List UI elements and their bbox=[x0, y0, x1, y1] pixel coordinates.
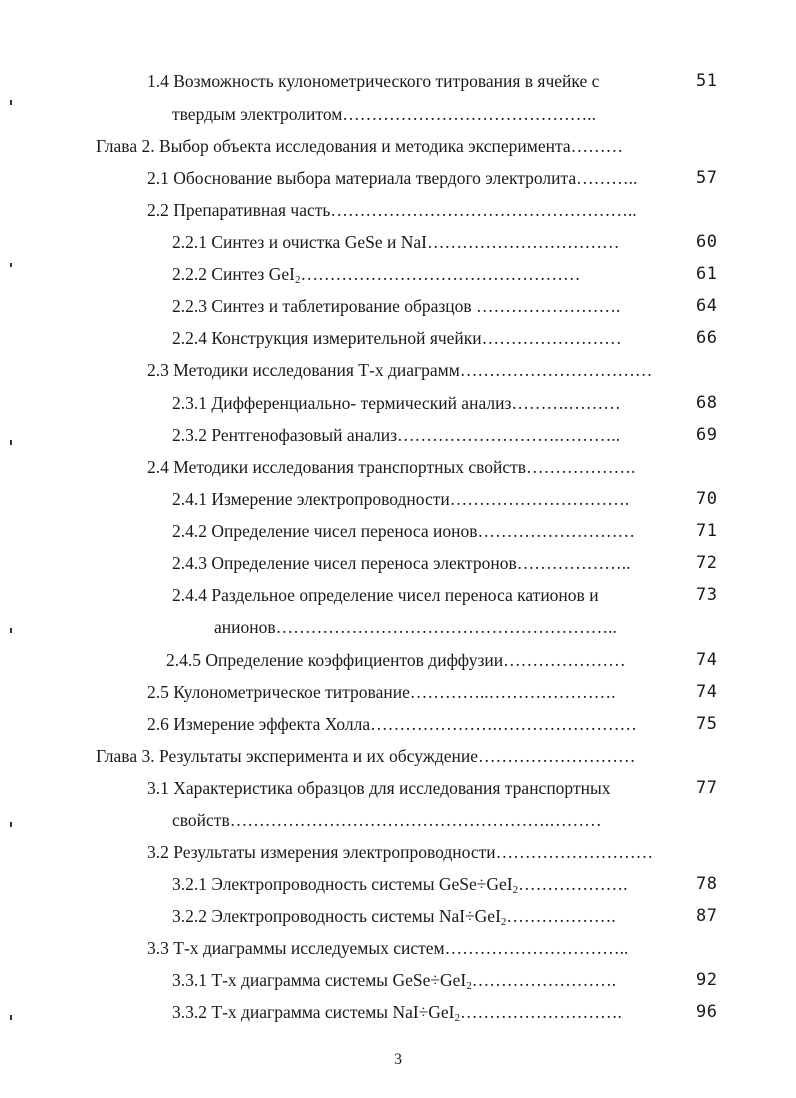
toc-line: 2.3 Методики исследования Т-х диаграмм…………………………… bbox=[147, 360, 653, 380]
scan-mark bbox=[10, 628, 12, 633]
toc-page: 51 bbox=[696, 71, 718, 91]
toc-chapter: Глава 3. Результаты эксперимента и их обсуждение……………………… bbox=[96, 746, 636, 766]
toc-dots: ………………………………………… bbox=[300, 264, 581, 284]
toc-dots: ……………………. bbox=[471, 970, 617, 990]
toc-text: 3.3.2 Т-х диаграмма системы NaI÷GeI bbox=[172, 1002, 455, 1022]
toc-page: 68 bbox=[696, 393, 718, 413]
toc-text: 2.2.2 Синтез GeI bbox=[172, 264, 295, 284]
toc-line: 2.4.3 Определение чисел переноса электронов……………….. bbox=[172, 553, 631, 573]
toc-line: 2.4 Методики исследования транспортных свойств………………. bbox=[147, 457, 636, 477]
toc-subscript: 2 bbox=[500, 916, 507, 928]
toc-page: 71 bbox=[696, 521, 718, 541]
toc-line: 2.2.3 Синтез и таблетирование образцов ……………………. bbox=[172, 296, 621, 316]
toc-line: 2.4.5 Определение коэффициентов диффузии………………… bbox=[166, 650, 626, 670]
toc-page: 87 bbox=[696, 906, 718, 926]
toc-page: 78 bbox=[696, 874, 718, 894]
toc-subscript: 2 bbox=[454, 1012, 461, 1024]
toc-page: 75 bbox=[696, 714, 718, 734]
scan-mark bbox=[10, 100, 12, 105]
toc-line bbox=[172, 1001, 622, 1023]
toc-line: 2.2 Препаративная часть…………………………………………….. bbox=[147, 200, 637, 220]
scan-mark bbox=[10, 822, 12, 827]
toc-page: 77 bbox=[696, 778, 718, 798]
toc-subscript: 2 bbox=[294, 274, 301, 286]
toc-page: 64 bbox=[696, 296, 718, 316]
toc-line: 2.4.4 Раздельное определение чисел переноса катионов и bbox=[172, 585, 599, 605]
scan-mark bbox=[10, 1015, 12, 1020]
toc-text: 3.3.1 Т-х диаграмма системы GeSe÷GeI bbox=[172, 970, 467, 990]
scan-mark bbox=[10, 263, 12, 267]
toc-subscript: 2 bbox=[512, 884, 519, 896]
toc-page: 74 bbox=[696, 682, 718, 702]
toc-text: 3.2.2 Электропроводность системы NaI÷GeI bbox=[172, 906, 501, 926]
toc-line: 2.3.1 Дифференциально- термический анализ……….……… bbox=[172, 393, 621, 413]
toc-line bbox=[172, 873, 627, 895]
toc-page: 70 bbox=[696, 489, 718, 509]
toc-page: 92 bbox=[696, 970, 718, 990]
toc-dots: ………………………. bbox=[460, 1002, 622, 1022]
toc-subscript: 2 bbox=[466, 980, 472, 992]
toc-line: свойств……………………………………………….……… bbox=[172, 810, 602, 830]
toc-line: 2.4.1 Измерение электропроводности…………………………. bbox=[172, 489, 630, 509]
scan-mark bbox=[10, 440, 12, 445]
page-number: 3 bbox=[394, 1051, 402, 1068]
toc-line: анионов………………………………………………….. bbox=[214, 617, 617, 637]
toc-chapter: Глава 2. Выбор объекта исследования и методика эксперимента……… bbox=[96, 136, 624, 156]
toc-line: 2.6 Измерение эффекта Холла………………….…………………… bbox=[147, 714, 637, 734]
toc-page: 60 bbox=[696, 232, 718, 252]
toc-page: 66 bbox=[696, 328, 718, 348]
toc-page: 96 bbox=[696, 1002, 718, 1022]
toc-line: 2.1 Обоснование выбора материала твердого электролита……….. bbox=[147, 168, 638, 188]
toc-line: 3.2 Результаты измерения электропроводности……………………… bbox=[147, 842, 654, 862]
toc-page: 72 bbox=[696, 553, 718, 573]
toc-line: 3.3 Т-х диаграммы исследуемых систем………………………….. bbox=[147, 938, 629, 958]
toc-line bbox=[172, 969, 616, 991]
toc-line: 2.2.1 Синтез и очистка GeSe и NaI…………………………… bbox=[172, 232, 620, 252]
toc-line bbox=[172, 905, 616, 927]
toc-line bbox=[172, 263, 580, 285]
toc-line: 1.4 Возможность кулонометрического титрования в ячейке с bbox=[147, 71, 600, 91]
toc-page: 61 bbox=[696, 264, 718, 284]
toc-line: твердым электролитом…………………………………….. bbox=[172, 104, 597, 124]
toc-line: 2.2.4 Конструкция измерительной ячейки…………………… bbox=[172, 328, 622, 348]
toc-page: 57 bbox=[696, 168, 718, 188]
toc-line: 2.5 Кулонометрическое титрование…………..…………………. bbox=[147, 682, 616, 702]
toc-page: 69 bbox=[696, 425, 718, 445]
toc-page: 74 bbox=[696, 650, 718, 670]
toc-dots: ………………. bbox=[518, 874, 628, 894]
toc-line: 2.4.2 Определение чисел переноса ионов……………………… bbox=[172, 521, 636, 541]
toc-line: 3.1 Характеристика образцов для исследования транспортных bbox=[147, 778, 611, 798]
toc-line: 2.3.2 Рентгенофазовый анализ……………………….……….. bbox=[172, 425, 621, 445]
toc-text: 3.2.1 Электропроводность системы GeSe÷GeI bbox=[172, 874, 513, 894]
toc-dots: ………………. bbox=[506, 906, 616, 926]
toc-page: 73 bbox=[696, 585, 718, 605]
